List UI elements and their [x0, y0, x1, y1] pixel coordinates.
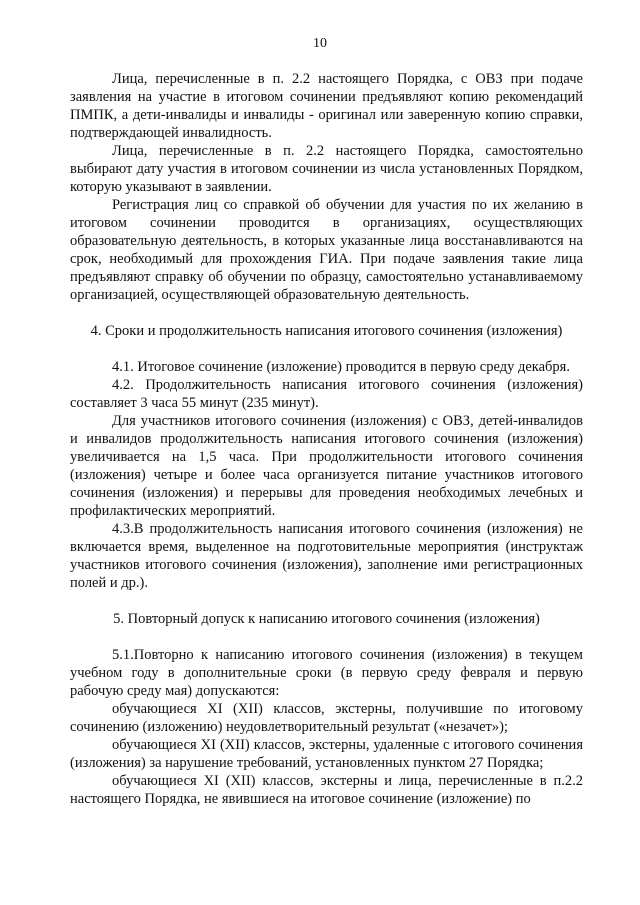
paragraph-registration: Регистрация лиц со справкой об обучении для участия по их желанию в итоговом сочинении проводится в организациях, осуществляющих образовательную деятельность, в которых указанные лица восстанавливаются на срок, необходимый для прохождения ГИА. При подаче заявления такие лица предъявляют справку об обучении по образцу, самостоятельно устанавливаемому организацией, осуществляющей образовательную деятельность.	[70, 197, 583, 303]
page-content	[70, 70, 583, 808]
list-item-removed: обучающиеся XI (XII) классов, экстерны, удаленные с итогового сочинения (изложения) за нарушение требований, установленных пунктом 27 Порядка;	[70, 737, 583, 771]
section-4-heading: 4. Сроки и продолжительность написания итогового сочинения (изложения)	[90, 323, 563, 339]
section-5-heading: 5. Повторный допуск к написанию итогового сочинения (изложения)	[113, 611, 540, 627]
page-number: 10	[313, 36, 327, 51]
list-item-absent: обучающиеся XI (XII) классов, экстерны и лица, перечисленные в п.2.2 настоящего Порядка, не явившиеся на итоговое сочинение (изложение) по	[70, 773, 583, 807]
paragraph-ovz-documents: Лица, перечисленные в п. 2.2 настоящего Порядка, с ОВЗ при подаче заявления на участие в итоговом сочинении предъявляют копию рекомендаций ПМПК, а дети-инвалиды и инвалиды - оригинал или заверенную копию справки, подтверждающей инвалидность.	[70, 71, 583, 141]
paragraph-4-3: 4.3.В продолжительность написания итогового сочинения (изложения) не включается время, выделенное на подготовительные мероприятия (инструктаж участников итогового сочинения (изложения), заполнение ими регистрационных полей и др.).	[70, 521, 583, 591]
list-item-unsatisfactory: обучающиеся XI (XII) классов, экстерны, получившие по итоговому сочинению (изложению) неудовлетворительный результат («незачет»);	[70, 701, 583, 735]
paragraph-5-1: 5.1.Повторно к написанию итогового сочинения (изложения) в текущем учебном году в дополнительные сроки (в первую среду февраля и первую рабочую среду мая) допускаются:	[70, 647, 583, 699]
paragraph-choose-date: Лица, перечисленные в п. 2.2 настоящего Порядка, самостоятельно выбирают дату участия в итоговом сочинении из числа установленных Порядком, которую указывают в заявлении.	[70, 143, 583, 195]
paragraph-4-2: 4.2. Продолжительность написания итогового сочинения (изложения) составляет 3 часа 55 минут (235 минут).	[70, 377, 583, 411]
paragraph-4-1: 4.1. Итоговое сочинение (изложение) проводится в первую среду декабря.	[112, 359, 570, 375]
paragraph-4-2-ovz: Для участников итогового сочинения (изложения) с ОВЗ, детей-инвалидов и инвалидов продолжительность написания итогового сочинения (изложения) увеличивается на 1,5 часа. При продолжительности итогового сочинения (изложения) четыре и более часа организуется питание участников итогового сочинения (изложения) и перерывы для проведения необходимых лечебных и профилактических мероприятий.	[70, 413, 583, 519]
